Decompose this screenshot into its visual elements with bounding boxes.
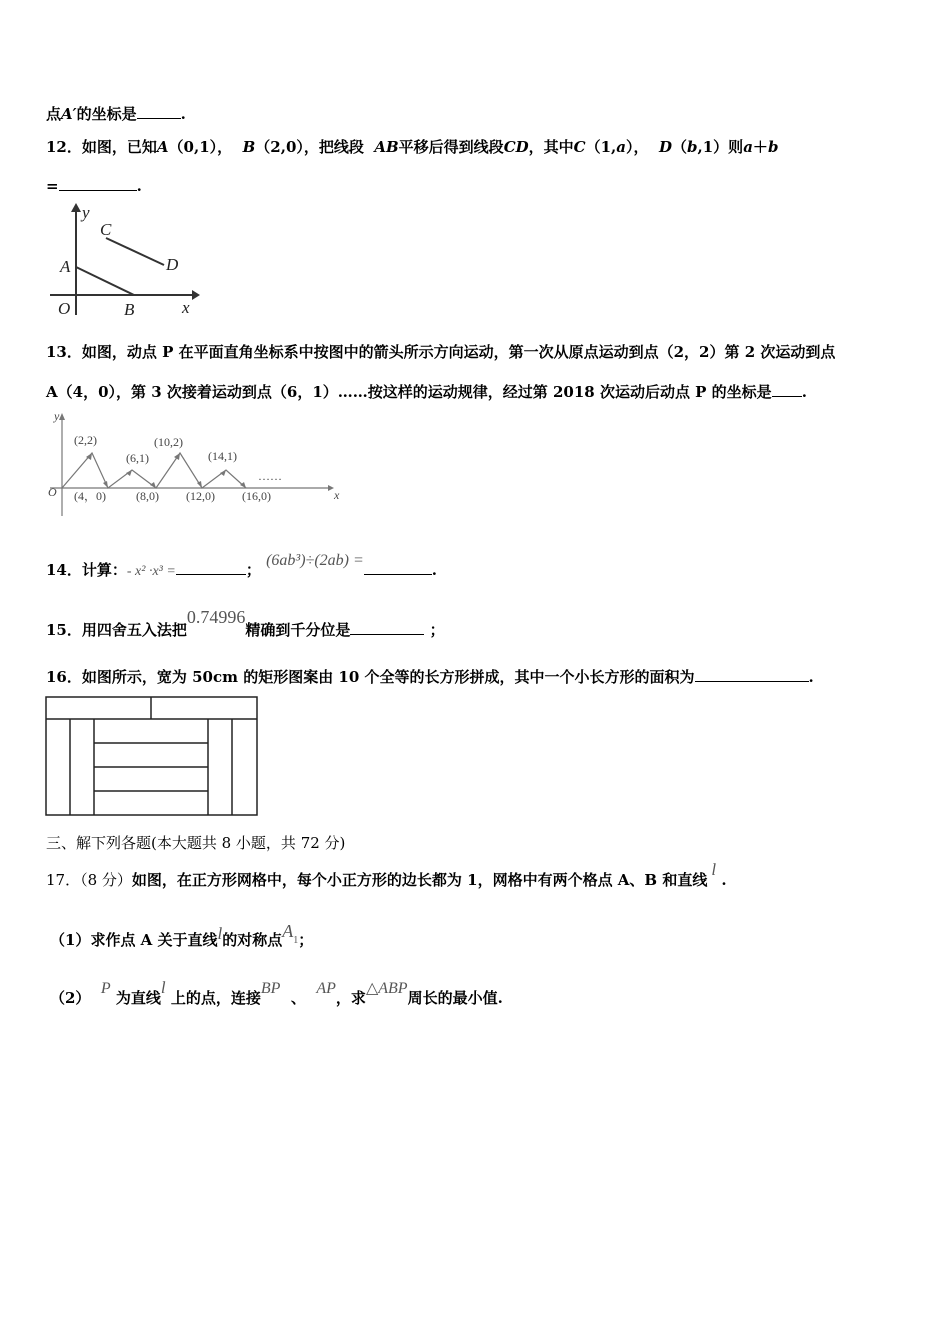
q12-C-coord: （1, [585, 138, 617, 156]
q14-line [46, 552, 437, 582]
q12-fig-C: C [100, 220, 112, 239]
q17-part2-triangle: △ABP [365, 980, 408, 997]
q16-number: 16． [46, 668, 82, 686]
q15-text-a: 用四舍五入法把 [81, 621, 187, 639]
q13-bottom-label-2: (8,0) [136, 489, 159, 503]
q14-sep: ； [245, 561, 261, 579]
q17-part2-text-b: 上的点，连接 [170, 989, 261, 1007]
q17-end: . [721, 871, 727, 889]
q13-fig-O: O [48, 485, 57, 499]
q12-x-arrow [192, 290, 200, 300]
q17-part2-text-c: ，求 [335, 989, 366, 1007]
q14-expr2: (6ab³)÷(2ab) = [266, 552, 364, 569]
q15-text-b: 精确到千分位是 [245, 621, 351, 639]
q17-part1-end: ； [298, 931, 314, 949]
q17-part2-comma: 、 [290, 989, 306, 1007]
q13-arrow-3 [126, 470, 132, 476]
q13-bottom-label-3: (12,0) [186, 489, 215, 503]
q14-expr1: - x² ·x³ = [126, 564, 176, 579]
q17-part2-text-d: 周长的最小值. [407, 989, 503, 1007]
q14-end: . [431, 561, 437, 579]
q12-sum-b: b [767, 138, 779, 156]
q12-CD: CD [503, 138, 529, 156]
q17-part1-text-a: 求作点 A 关于直线 [90, 931, 218, 949]
q16-answer-blank[interactable] [695, 665, 809, 682]
q13-arrow-2 [103, 481, 108, 488]
q12-B-coord: （2,0），把线段 [255, 138, 364, 156]
q17-text: 如图，在正方形网格中，每个小正方形的边长都为 1，网格中有两个格点 A、B 和直线 [131, 871, 708, 889]
q15-end: ； [429, 621, 445, 639]
q14-blank-1[interactable] [176, 558, 246, 575]
q12-B: B [242, 138, 256, 156]
q12-fig-y: y [82, 203, 90, 222]
q13-arrow-5 [174, 453, 180, 460]
q12-A-coord: （0,1）， [168, 138, 233, 156]
q12-plus: ＋ [752, 138, 768, 156]
q13-top-label-3: (10,2) [154, 435, 183, 449]
q12-D-open: （ [672, 138, 688, 156]
q12-equals: = [46, 177, 59, 195]
q12-a: a [616, 138, 627, 156]
q15-value: 0.74996 [186, 607, 246, 627]
q11-end: . [180, 105, 186, 123]
q16-text: 如图所示，宽为 50cm 的矩形图案由 10 个全等的长方形拼成，其中一个小长方形的面积为 [81, 668, 695, 686]
q17-part2-l: l [160, 978, 166, 997]
q17-line [46, 860, 727, 890]
q17-number: 17． [46, 871, 81, 889]
q12-answer-blank[interactable] [59, 174, 137, 191]
q17-part2-AP: AP [316, 980, 336, 997]
q12-intro: 如图，已知 [81, 138, 157, 156]
q13-top-label-4: (14,1) [208, 449, 237, 463]
q12-C-close: ）， [626, 138, 649, 156]
q12-D: D [658, 138, 672, 156]
q16-end: . [808, 668, 814, 686]
q13-bottom-label-1: (4，0) [74, 489, 106, 503]
q12-segment-CD [106, 238, 164, 265]
q17-part2 [50, 978, 503, 1009]
q17-part1 [50, 921, 314, 957]
q14-blank-2[interactable] [364, 558, 432, 575]
q13-top-label-2: (6,1) [126, 451, 149, 465]
q12-line2 [46, 174, 142, 196]
q17-part2-label: （2） [50, 989, 91, 1007]
q13-line2 [46, 380, 807, 402]
q12-y-arrow [71, 203, 81, 212]
q17-part1-text-b: 的对称点 [222, 931, 283, 949]
q14-label: 计算： [81, 561, 127, 579]
q12-end: . [136, 177, 142, 195]
q13-fig-x: x [334, 488, 340, 502]
q17-part1-A1-sub: 1 [293, 935, 299, 946]
q17-part1-A1: A [282, 921, 294, 941]
q13-arrow-4 [150, 482, 156, 488]
q17-part2-text-a: 为直线 [115, 989, 161, 1007]
q12-where: ，其中 [528, 138, 574, 156]
q13-answer-blank[interactable] [772, 380, 802, 397]
q12-fig-A: A [60, 257, 71, 276]
q17-part2-BP: BP [260, 980, 281, 997]
q13-figure [46, 408, 346, 520]
q12-D-coord: ,1）则 [697, 138, 744, 156]
q12-segment-AB [76, 267, 134, 295]
q12-fig-O: O [58, 299, 71, 318]
q13-arrow-7 [220, 470, 226, 476]
q12-fig-x: x [182, 298, 190, 317]
q13-fig-y: y [54, 409, 60, 423]
q11-text-b: 的坐标是 [76, 105, 137, 123]
q12-fig-B: B [124, 300, 135, 319]
q11-point: A′ [61, 105, 77, 123]
q12-AB: AB [374, 138, 399, 156]
q12-line1 [46, 137, 778, 157]
section3-title: 三、解下列各题(本大题共 8 小题，共 72 分) [46, 834, 346, 852]
q13-line1-text: 如图，动点 P 在平面直角坐标系中按图中的箭头所示方向运动，第一次从原点运动到点（2，2）第 2 次运动到点 [81, 343, 836, 361]
q14-number: 14． [46, 561, 82, 579]
q12-sum-a: a [743, 138, 753, 156]
q13-bottom-label-4: (16,0) [242, 489, 271, 503]
q11-answer-blank[interactable] [137, 102, 181, 119]
q12-number: 12． [46, 138, 82, 156]
q17-l: l [711, 860, 717, 879]
q13-ellipsis: …… [258, 469, 282, 483]
q17-part2-P: P [100, 980, 111, 997]
q12-figure [46, 200, 206, 320]
q16-figure [45, 696, 259, 818]
q12-fig-D: D [166, 255, 179, 274]
q11-text-a: 点 [46, 105, 62, 123]
q13-line2-text: A（4，0），第 3 次接着运动到点（6，1）……按这样的运动规律，经过第 2018 次运动后动点 P 的坐标是 [46, 383, 772, 401]
q17-part1-label: （1） [50, 931, 91, 949]
q17-score: （8 分） [80, 871, 132, 889]
q13-line1 [46, 342, 835, 362]
q12-A: A [156, 138, 169, 156]
q15-line [46, 607, 445, 640]
q13-top-label-1: (2,2) [74, 433, 97, 447]
q16-line [46, 665, 814, 687]
q13-number: 13． [46, 343, 82, 361]
q12-C: C [573, 138, 586, 156]
q11-tail [46, 102, 186, 124]
q17-part1-l: l [217, 924, 223, 943]
q15-number: 15． [46, 621, 82, 639]
q15-answer-blank[interactable] [350, 618, 424, 635]
q13-end: . [801, 383, 807, 401]
q12-b: b [687, 138, 698, 156]
q12-translate: 平移后得到线段 [398, 138, 504, 156]
